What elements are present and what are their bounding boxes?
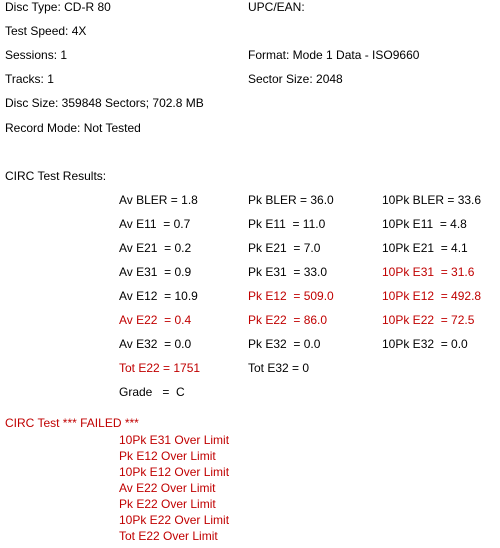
record-mode-text: Record Mode: Not Tested <box>5 121 141 135</box>
av-e22-value: Av E22 = 0.4 <box>119 313 192 327</box>
pk10-e11-value: 10Pk E11 = 4.8 <box>382 217 467 231</box>
pk10-e12-value: 10Pk E12 = 492.8 <box>382 289 482 303</box>
pk10-e31-value: 10Pk E31 = 31.6 <box>382 265 475 279</box>
pk10-e32-value: 10Pk E32 = 0.0 <box>382 337 468 351</box>
pk-e21-value: Pk E21 = 7.0 <box>248 241 321 255</box>
failure-item: Tot E22 Over Limit <box>119 529 218 543</box>
pk10-bler-value: 10Pk BLER = 33.6 <box>382 193 482 207</box>
pk-e32-value: Pk E32 = 0.0 <box>248 337 321 351</box>
pk10-e21-value: 10Pk E21 = 4.1 <box>382 241 468 255</box>
av-e31-value: Av E31 = 0.9 <box>119 265 192 279</box>
av-e21-value: Av E21 = 0.2 <box>119 241 192 255</box>
tot-e22-value: Tot E22 = 1751 <box>119 361 201 375</box>
failure-item: 10Pk E12 Over Limit <box>119 465 230 479</box>
pk-e31-value: Pk E31 = 33.0 <box>248 265 328 279</box>
failure-list <box>119 432 229 544</box>
test-speed-text: Test Speed: 4X <box>5 24 87 38</box>
disc-size-text: Disc Size: 359848 Sectors; 702.8 MB <box>5 96 204 110</box>
failure-item: Pk E22 Over Limit <box>119 497 216 511</box>
circ-heading: CIRC Test Results: <box>5 169 107 183</box>
pk10-e22-value: 10Pk E22 = 72.5 <box>382 313 475 327</box>
upc-ean-text: UPC/EAN: <box>248 0 305 14</box>
sector-size-text: Sector Size: 2048 <box>248 72 343 86</box>
tracks-text: Tracks: 1 <box>5 72 54 86</box>
av-e11-value: Av E11 = 0.7 <box>119 217 191 231</box>
format-text: Format: Mode 1 Data - ISO9660 <box>248 48 420 62</box>
pk-e12-value: Pk E12 = 509.0 <box>248 289 334 303</box>
failure-item: Av E22 Over Limit <box>119 481 216 495</box>
pk-e11-value: Pk E11 = 11.0 <box>248 217 326 231</box>
failure-item: 10Pk E31 Over Limit <box>119 433 230 447</box>
failure-item: 10Pk E22 Over Limit <box>119 513 230 527</box>
grade-value: Grade = C <box>119 385 185 399</box>
pk-bler-value: Pk BLER = 36.0 <box>248 193 334 207</box>
tot-e32-value: Tot E32 = 0 <box>248 361 310 375</box>
av-bler-value: Av BLER = 1.8 <box>119 193 198 207</box>
av-e32-value: Av E32 = 0.0 <box>119 337 192 351</box>
pk-e22-value: Pk E22 = 86.0 <box>248 313 328 327</box>
test-status: CIRC Test *** FAILED *** <box>5 416 139 430</box>
sessions-text: Sessions: 1 <box>5 48 68 62</box>
disc-type-text: Disc Type: CD-R 80 <box>5 0 111 14</box>
av-e12-value: Av E12 = 10.9 <box>119 289 198 303</box>
failure-item: Pk E12 Over Limit <box>119 449 216 463</box>
